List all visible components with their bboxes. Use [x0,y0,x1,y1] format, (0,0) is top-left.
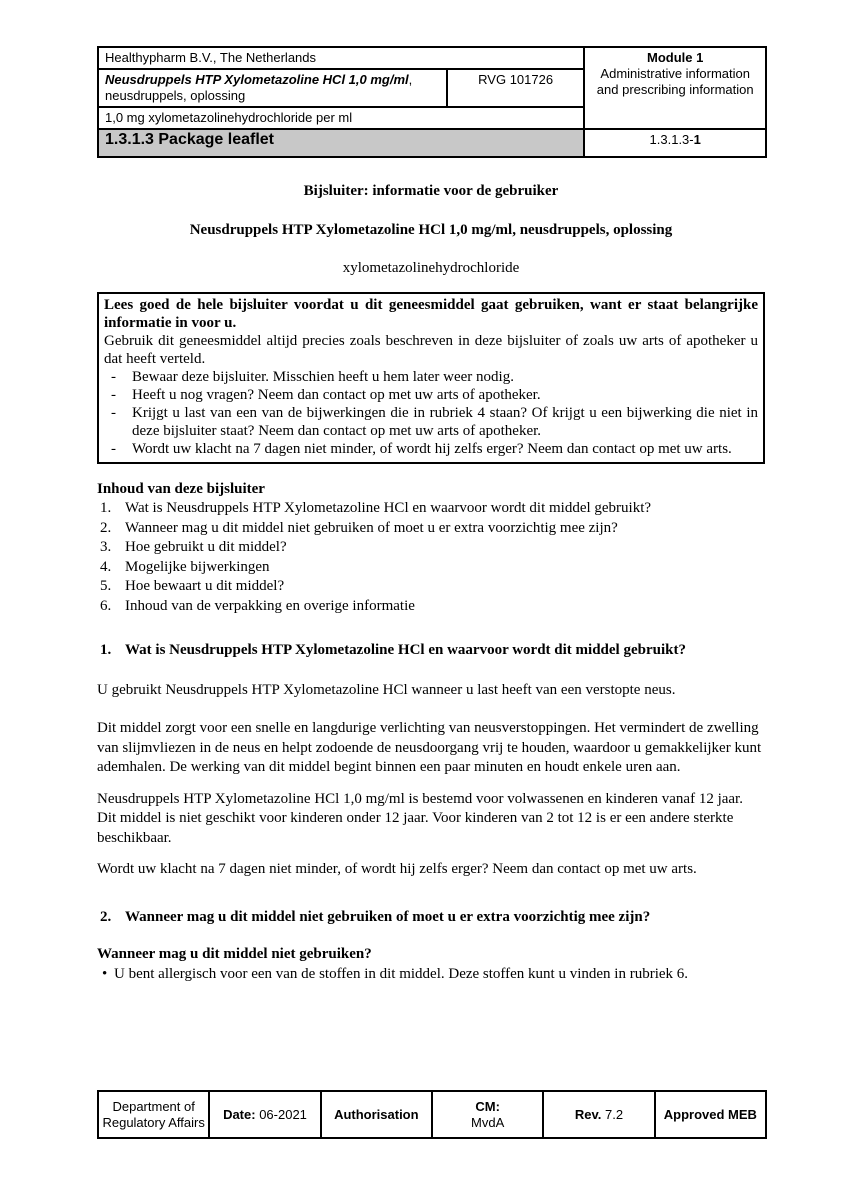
dash-marker: - [111,440,116,457]
section1-para3b: Dit middel is niet geschikt voor kinderen onder 12 jaar. Voor kinderen van 2 tot 12 is er een andere sterkte beschikbaar. [97,810,734,846]
footer-authorisation-cell [321,1091,432,1138]
dash-marker: - [111,386,116,403]
product-name: Neusdruppels HTP Xylometazoline HCl 1,0 mg/ml [105,72,409,87]
company-cell [98,47,584,69]
warning-item [104,368,758,386]
company-name: Healthypharm B.V., The Netherlands [105,50,317,65]
module-line2: and prescribing information [596,82,754,97]
module-cell [584,47,766,129]
bullet-marker: • [102,965,108,982]
warning-item-text: Bewaar deze bijsluiter. Misschien heeft u hem later weer nodig. [132,368,514,385]
page-ref-prefix: 1.3.1.3- [649,132,694,147]
item-number: 3. [100,539,112,555]
rev-label: Rev. [574,1106,602,1122]
warning-box [97,292,765,464]
section2-subheading: Wanneer mag u dit middel niet gebruiken? [97,946,372,962]
warning-item [104,404,758,440]
product-name-comma: , [408,72,413,87]
product-title: Neusdruppels HTP Xylometazoline HCl 1,0 mg/ml, neusdruppels, oplossing [189,221,673,238]
item-number: 4. [100,558,112,575]
product-cell [98,69,447,107]
department-line2: Regulatory Affairs [102,1114,205,1130]
approved-label: Approved MEB [663,1106,757,1122]
warning-bold-intro: Lees goed de hele bijsluiter voordat u dit geneesmiddel gaat gebruiken, want er staat belangrijke informatie in voor u. [104,296,758,331]
contents-item-text: Inhoud van de verpakking en overige informatie [125,597,415,614]
leaflet-title: Bijsluiter: informatie voor de gebruiker [303,183,559,199]
warning-intro: Gebruik dit geneesmiddel altijd precies zoals beschreven in deze bijsluiter of zoals uw arts of apotheker u dat heeft verteld. [104,332,758,367]
warning-item-text: Heeft u nog vragen? Neem dan contact op met uw arts of apotheker. [132,386,541,403]
header-table [97,46,767,158]
contents-item [97,499,765,519]
strength-text: 1,0 mg xylometazolinehydrochloride per ml [105,110,353,125]
contents-item [97,597,765,617]
contents-item [97,519,765,539]
warning-item [104,440,758,458]
item-number: 1. [100,500,112,516]
active-substance: xylometazolinehydrochloride [342,260,520,276]
item-number: 6. [100,597,112,614]
module-title: Module 1 [647,50,704,65]
contents-item-text: Wanneer mag u dit middel niet gebruiken of moet u er extra voorzichtig mee zijn? [125,519,618,536]
section1-para4: Wordt uw klacht na 7 dagen niet minder, of wordt hij zelfs erger? Neem dan contact op met uw arts. [97,861,697,877]
rvg-number: RVG 101726 [478,72,554,87]
contents-heading: Inhoud van deze bijsluiter [97,480,265,497]
section1-para3a: Neusdruppels HTP Xylometazoline HCl 1,0 mg/ml is bestemd voor volwassenen en kinderen vanaf 12 jaar. [97,790,743,807]
cm-value: MvdA [471,1114,505,1130]
date-label: Date: [223,1106,256,1122]
contents-item [97,558,765,578]
date-value: 06-2021 [255,1106,307,1122]
section2-heading-text: Wanneer mag u dit middel niet gebruiken of moet u er extra voorzichtig mee zijn? [125,908,651,925]
footer-rev-cell [543,1091,654,1138]
page-ref-number: 1 [693,132,701,147]
leaflet-body [97,152,765,984]
dash-marker: - [111,404,116,421]
product-form: neusdruppels, oplossing [105,88,246,103]
footer-date-cell [209,1091,320,1138]
dash-marker: - [111,368,116,385]
section1-heading-text: Wat is Neusdruppels HTP Xylometazoline HCl en waarvoor wordt dit middel gebruikt? [125,642,686,658]
section-code: 1.3.1.3 Package leaflet [105,131,274,148]
footer-department-cell [98,1091,209,1138]
section2-number: 2. [100,908,112,925]
contents-item [97,577,765,597]
rev-value: 7.2 [601,1106,624,1122]
warning-item-text: Wordt uw klacht na 7 dagen niet minder, of wordt hij zelfs erger? Neem dan contact op met uw arts. [132,440,732,457]
authorisation-label: Authorisation [334,1106,419,1122]
item-number: 2. [100,519,112,536]
department-line1: Department of [112,1098,195,1114]
section1-para2: Dit middel zorgt voor een snelle en langdurige verlichting van neusverstoppingen. Het vermindert de zwelling van slijmvliezen in de neus en helpt zodoende de neusdoorgang vrij te houden, waardoor u gemakkelijker kunt ademhalen. De werking van dit middel begint binnen een paar minuten en houdt enkele uren aan. [97,720,762,775]
rvg-cell [447,69,585,107]
contents-item [97,538,765,558]
module-line1: Administrative information [600,66,750,81]
item-number: 5. [100,578,112,594]
contents-item-text: Hoe gebruikt u dit middel? [125,539,287,555]
section2-heading [97,908,765,928]
section2-bullet-item [97,965,765,985]
footer-cm-cell [432,1091,543,1138]
footer-approved-cell [655,1091,766,1138]
contents-item-text: Mogelijke bijwerkingen [125,558,270,575]
contents-item-text: Hoe bewaart u dit middel? [125,578,285,594]
warning-item [104,386,758,404]
warning-item-text: Krijgt u last van een van de bijwerkingen die in rubriek 4 staan? Of krijgt u een bijwerking die niet in deze bijsluiter staat? Neem dan contact op met uw arts of apotheker. [132,404,758,439]
section1-heading [97,641,765,661]
section1-para1: U gebruikt Neusdruppels HTP Xylometazoline HCl wanneer u last heeft van een verstopte neus. [97,681,676,698]
contents-item-text: Wat is Neusdruppels HTP Xylometazoline HCl en waarvoor wordt dit middel gebruikt? [125,500,652,516]
section1-number: 1. [100,642,112,658]
strength-cell [98,107,584,129]
section2-bullet-text: U bent allergisch voor een van de stoffen in dit middel. Deze stoffen kunt u vinden in rubriek 6. [114,965,689,982]
footer-table [97,1090,767,1139]
cm-label: CM: [475,1098,500,1114]
